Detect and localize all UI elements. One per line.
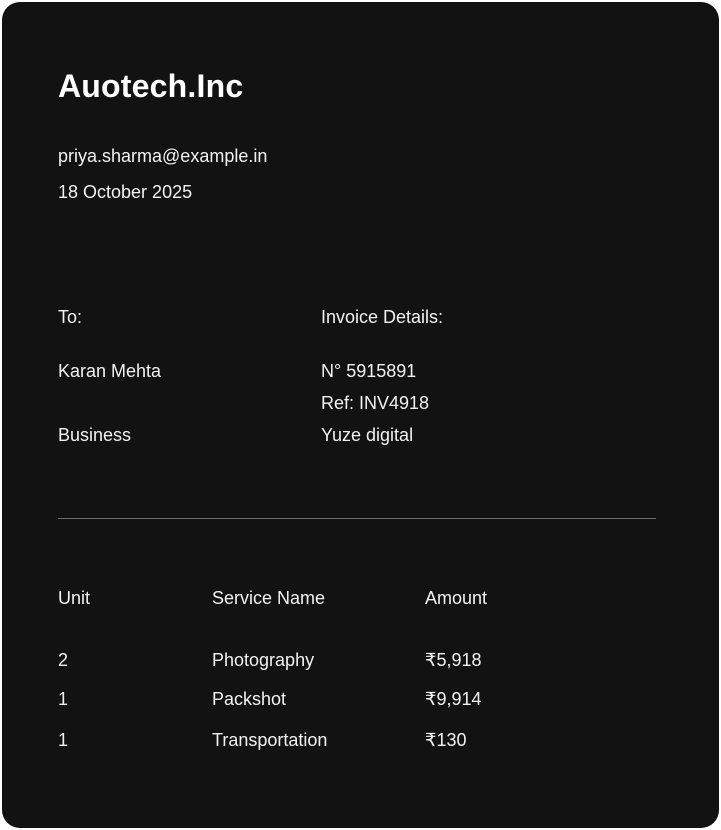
company-name: Auotech.Inc <box>58 68 244 104</box>
row-2-service: Packshot <box>212 689 287 709</box>
invoice-client: Yuze digital <box>321 425 414 445</box>
recipient-name: Karan Mehta <box>58 361 162 381</box>
invoice-details-label: Invoice Details: <box>321 307 444 327</box>
row-2-amount: ₹9,914 <box>425 689 482 709</box>
divider <box>58 518 656 519</box>
header-unit: Unit <box>58 588 91 608</box>
header-amount: Amount <box>425 588 488 608</box>
header-service-name: Service Name <box>212 588 326 608</box>
row-2-unit: 1 <box>58 689 69 709</box>
sender-email: priya.sharma@example.in <box>58 146 268 166</box>
row-1-amount: ₹5,918 <box>425 650 482 670</box>
row-1-service: Photography <box>212 650 315 670</box>
row-3-service: Transportation <box>212 730 328 750</box>
to-label: To: <box>58 307 83 327</box>
invoice-card <box>2 2 719 828</box>
row-3-amount: ₹130 <box>425 730 467 750</box>
invoice-date: 18 October 2025 <box>58 182 193 202</box>
invoice-ref: Ref: INV4918 <box>321 393 430 413</box>
invoice-number: N° 5915891 <box>321 361 417 381</box>
recipient-type: Business <box>58 425 132 445</box>
row-3-unit: 1 <box>58 730 69 750</box>
row-1-unit: 2 <box>58 650 69 670</box>
